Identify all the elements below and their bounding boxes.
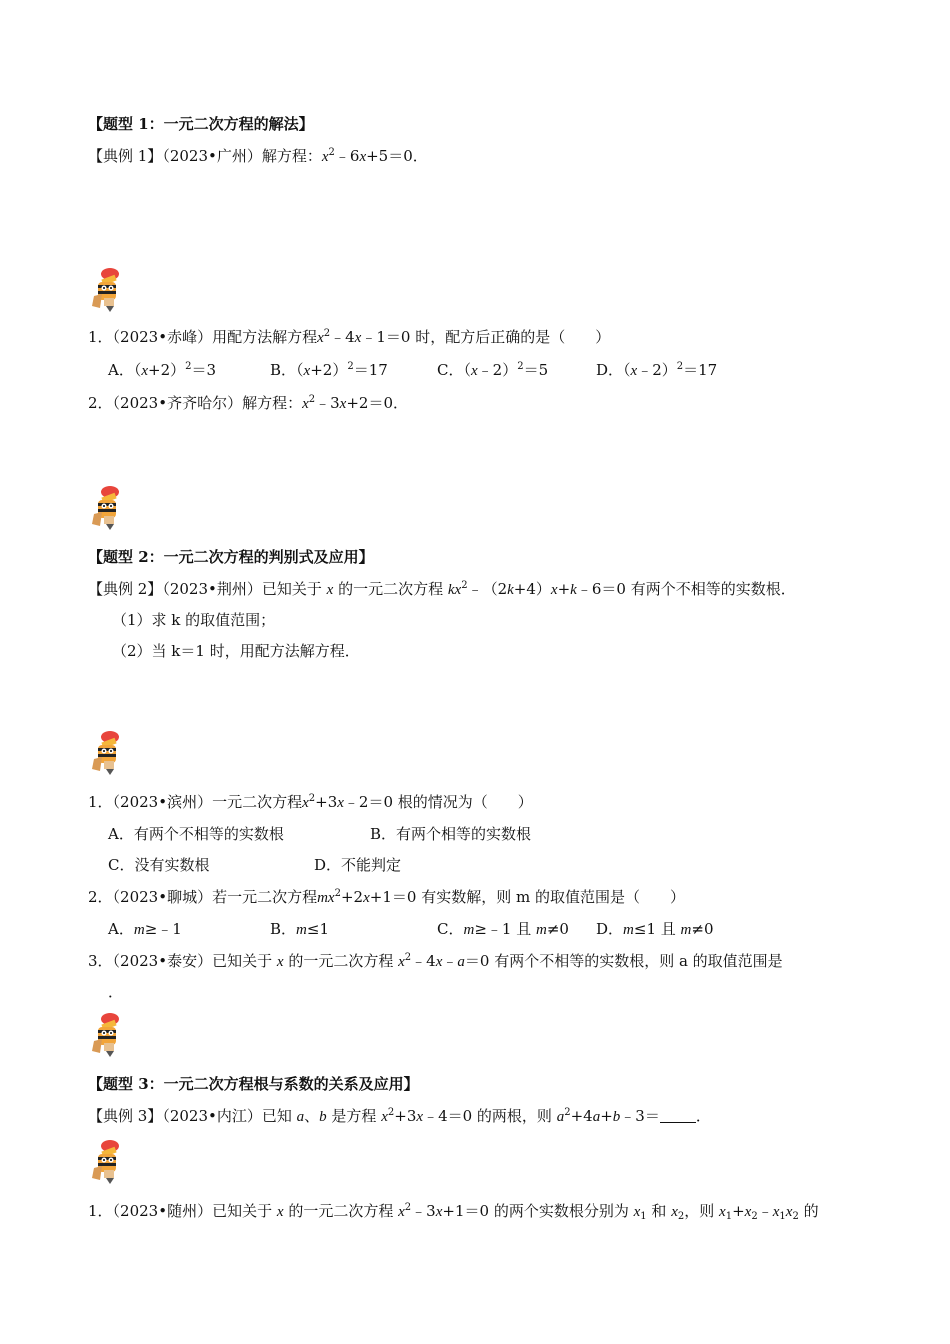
question-2-1-options-row-1 (0, 824, 950, 844)
example-2-part-1: （1）求 k 的取值范围； (112, 611, 276, 629)
question-2-1: 1．（2023•滨州）一元二次方程$x^2+3x﹣2=0$ 根的情况为（ ） (88, 793, 533, 811)
section-1-title: 【题型 1：一元二次方程的解法】 (88, 115, 314, 133)
section-3-title: 【题型 3：一元二次方程根与系数的关系及应用】 (88, 1075, 419, 1093)
question-1-1-options (0, 360, 950, 380)
option-a: A．有两个不相等的实数根 (108, 825, 284, 843)
option-c: C．m≥﹣1 且 m≠0 (437, 920, 569, 938)
option-c: C．没有实数根 (108, 856, 210, 874)
example-3: 【典例 3】（2023•内江）已知 a、b 是方程 $x^2+3x﹣4=0$ 的两根，则 $a^2+4a+b﹣3=$ ． (88, 1107, 711, 1125)
example-2-part-2: （2）当 k＝1 时，用配方法解方程． (112, 642, 360, 660)
option-d: D．（x﹣2）$^2$＝17 (596, 361, 718, 379)
option-d: D．不能判定 (314, 856, 402, 874)
question-2-1-options-row-2 (0, 855, 950, 875)
option-b: B．有两个相等的实数根 (370, 825, 532, 843)
question-3-1: 1．（2023•随州）已知关于 x 的一元二次方程 $x^2﹣3x+1=0$ 的两个实数根分别为 $x_1$ 和 $x_2$，则 $x_1+x_2﹣x_1x_2$ 的 (88, 1202, 819, 1222)
question-2-3-continuation: ． (108, 983, 124, 1001)
option-b: B．$(x+2)^2=17$ (270, 361, 388, 379)
question-1-1: 1．（2023•赤峰）用配方法解方程$x^2﹣4x﹣1=0$ 时，配方后正确的是（ ） (88, 328, 611, 346)
pencil-mascot-icon (84, 1138, 124, 1184)
answer-blank[interactable] (660, 1108, 696, 1123)
option-a: A．$(x+2)^2=3$ (108, 361, 217, 379)
option-c: C．（x﹣2）$^2$＝5 (437, 361, 549, 379)
question-2-2-options (0, 919, 950, 939)
pencil-mascot-icon (84, 266, 124, 312)
pencil-mascot-icon (84, 484, 124, 530)
option-a: A．m≥﹣1 (108, 920, 182, 938)
pencil-mascot-icon (84, 729, 124, 775)
example-1-source: （2023•广州）解方程： (162, 147, 322, 165)
pencil-mascot-icon (84, 1011, 124, 1057)
option-b: B．m≤1 (270, 920, 329, 938)
question-1-2: 2．（2023•齐齐哈尔）解方程：$x^2﹣3x+2=0$． (88, 394, 409, 412)
question-2-2: 2．（2023•聊城）若一元二次方程$mx^2+2x+1=0$ 有实数解，则 m 的取值范围是（ ） (88, 888, 685, 906)
question-2-3: 3．（2023•泰安）已知关于 x 的一元二次方程 $x^2﹣4x﹣a=0$ 有两个不相等的实数根，则 a 的取值范围是 (88, 952, 783, 970)
section-2-title: 【题型 2：一元二次方程的判别式及应用】 (88, 548, 374, 566)
example-1-label: 【典例 1】 (88, 147, 163, 165)
option-d: D．m≤1 且 m≠0 (596, 920, 714, 938)
example-1: 【典例 1】（2023•广州）解方程：$x^2﹣6x+5=0$． (88, 147, 428, 165)
example-2: 【典例 2】（2023•荆州）已知关于 x 的一元二次方程 $kx^2﹣(2k+4)x+k﹣6=0$ 有两个不相等的实数根． (88, 580, 796, 598)
